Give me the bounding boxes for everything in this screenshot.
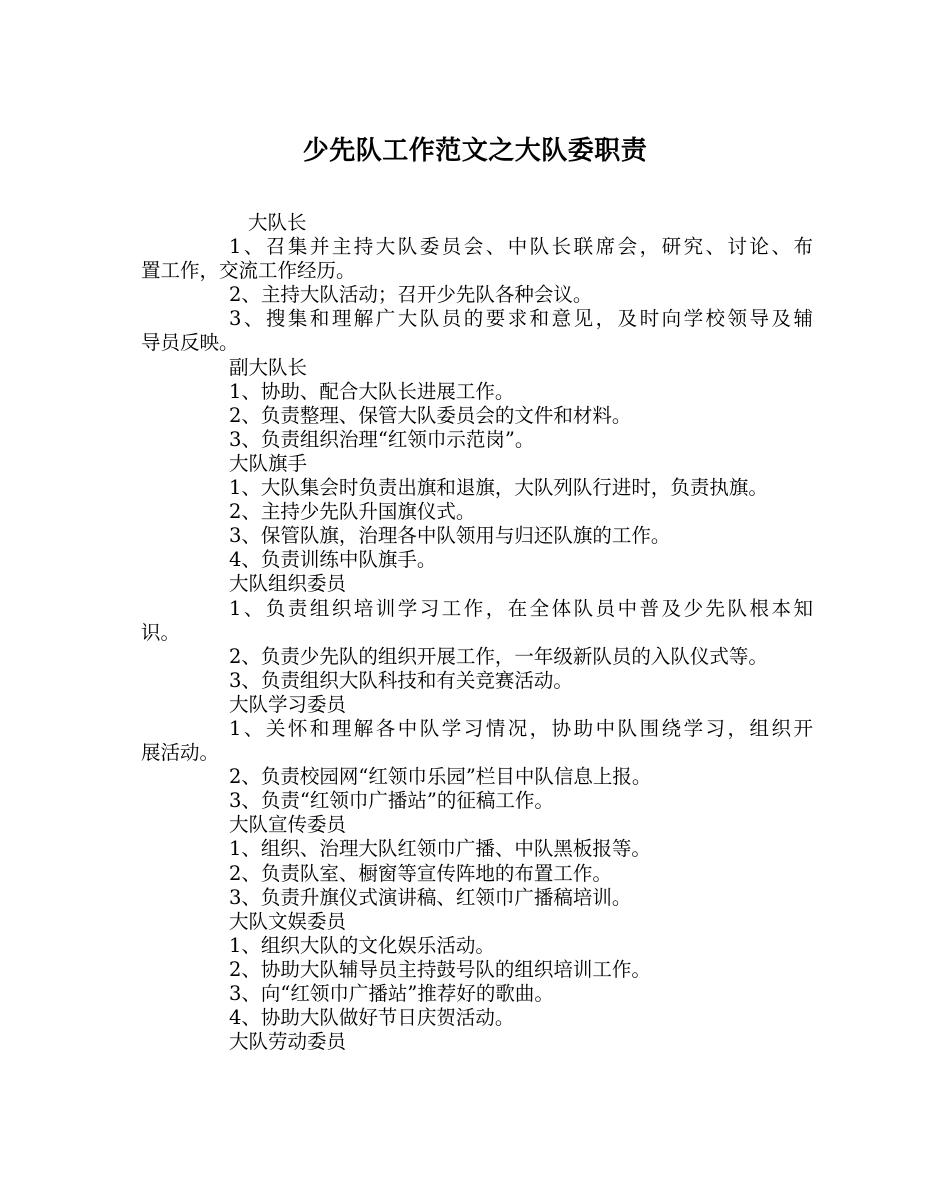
document-body — [141, 211, 813, 1054]
paragraph-line: 4、协助大队做好节日庆贺活动。 — [229, 1006, 515, 1030]
section-heading: 大队长 — [248, 211, 307, 234]
paragraph-line: 3、负责升旗仪式演讲稿、红领巾广播稿培训。 — [229, 885, 632, 909]
section-heading: 大队组织委员 — [229, 572, 347, 596]
paragraph-line: 1、召集并主持大队委员会、中队长联席会，研究、讨论、布 — [229, 235, 813, 259]
paragraph-line: 1、组织大队的文化娱乐活动。 — [229, 933, 495, 957]
paragraph-line: 2、主持大队活动；召开少先队各种会议。 — [229, 283, 593, 307]
paragraph-line: 3、负责“红领巾广播站”的征稿工作。 — [229, 789, 554, 813]
paragraph-line: 2、协助大队辅导员主持鼓号队的组织培训工作。 — [229, 957, 651, 981]
section-heading: 大队宣传委员 — [229, 813, 347, 837]
section-heading: 大队学习委员 — [229, 692, 347, 716]
paragraph-line: 3、搜集和理解广大队员的要求和意见，及时向学校领导及辅 — [229, 307, 813, 331]
paragraph-line: 展活动。 — [141, 741, 220, 765]
paragraph-line: 置工作，交流工作经历。 — [141, 259, 356, 283]
section-heading: 大队旗手 — [229, 451, 308, 475]
paragraph-line: 1、协助、配合大队长进展工作。 — [229, 379, 515, 403]
paragraph-line: 3、保管队旗，治理各中队领用与归还队旗的工作。 — [229, 524, 671, 548]
paragraph-line: 1、关怀和理解各中队学习情况，协助中队围绕学习，组织开 — [229, 716, 813, 740]
paragraph-line: 3、负责组织治理“红领巾示范岗”。 — [229, 427, 535, 451]
paragraph-line: 2、负责队室、橱窗等宣传阵地的布置工作。 — [229, 861, 612, 885]
paragraph-line: 2、主持少先队升国旗仪式。 — [229, 500, 476, 524]
paragraph-line: 1、负责组织培训学习工作，在全体队员中普及少先队根本知 — [229, 596, 813, 620]
document-title: 少先队工作范文之大队委职责 — [302, 136, 648, 166]
section-heading: 副大队长 — [229, 355, 308, 379]
paragraph-line: 1、大队集会时负责出旗和退旗，大队列队行进时，负责执旗。 — [229, 476, 768, 500]
paragraph-line: 导员反映。 — [141, 331, 239, 355]
paragraph-line: 2、负责少先队的组织开展工作，一年级新队员的入队仪式等。 — [229, 644, 768, 668]
paragraph-line: 识。 — [141, 620, 181, 644]
paragraph-line: 3、向“红领巾广播站”推荐好的歌曲。 — [229, 982, 554, 1005]
paragraph-line: 2、负责整理、保管大队委员会的文件和材料。 — [229, 403, 632, 427]
paragraph-line: 4、负责训练中队旗手。 — [229, 548, 437, 572]
paragraph-line: 3、负责组织大队科技和有关竞赛活动。 — [229, 668, 573, 692]
section-heading: 大队劳动委员 — [229, 1030, 347, 1054]
section-heading: 大队文娱委员 — [229, 909, 347, 933]
paragraph-line: 1、组织、治理大队红领巾广播、中队黑板报等。 — [229, 837, 651, 861]
paragraph-line: 2、负责校园网“红领巾乐园”栏目中队信息上报。 — [229, 765, 652, 789]
